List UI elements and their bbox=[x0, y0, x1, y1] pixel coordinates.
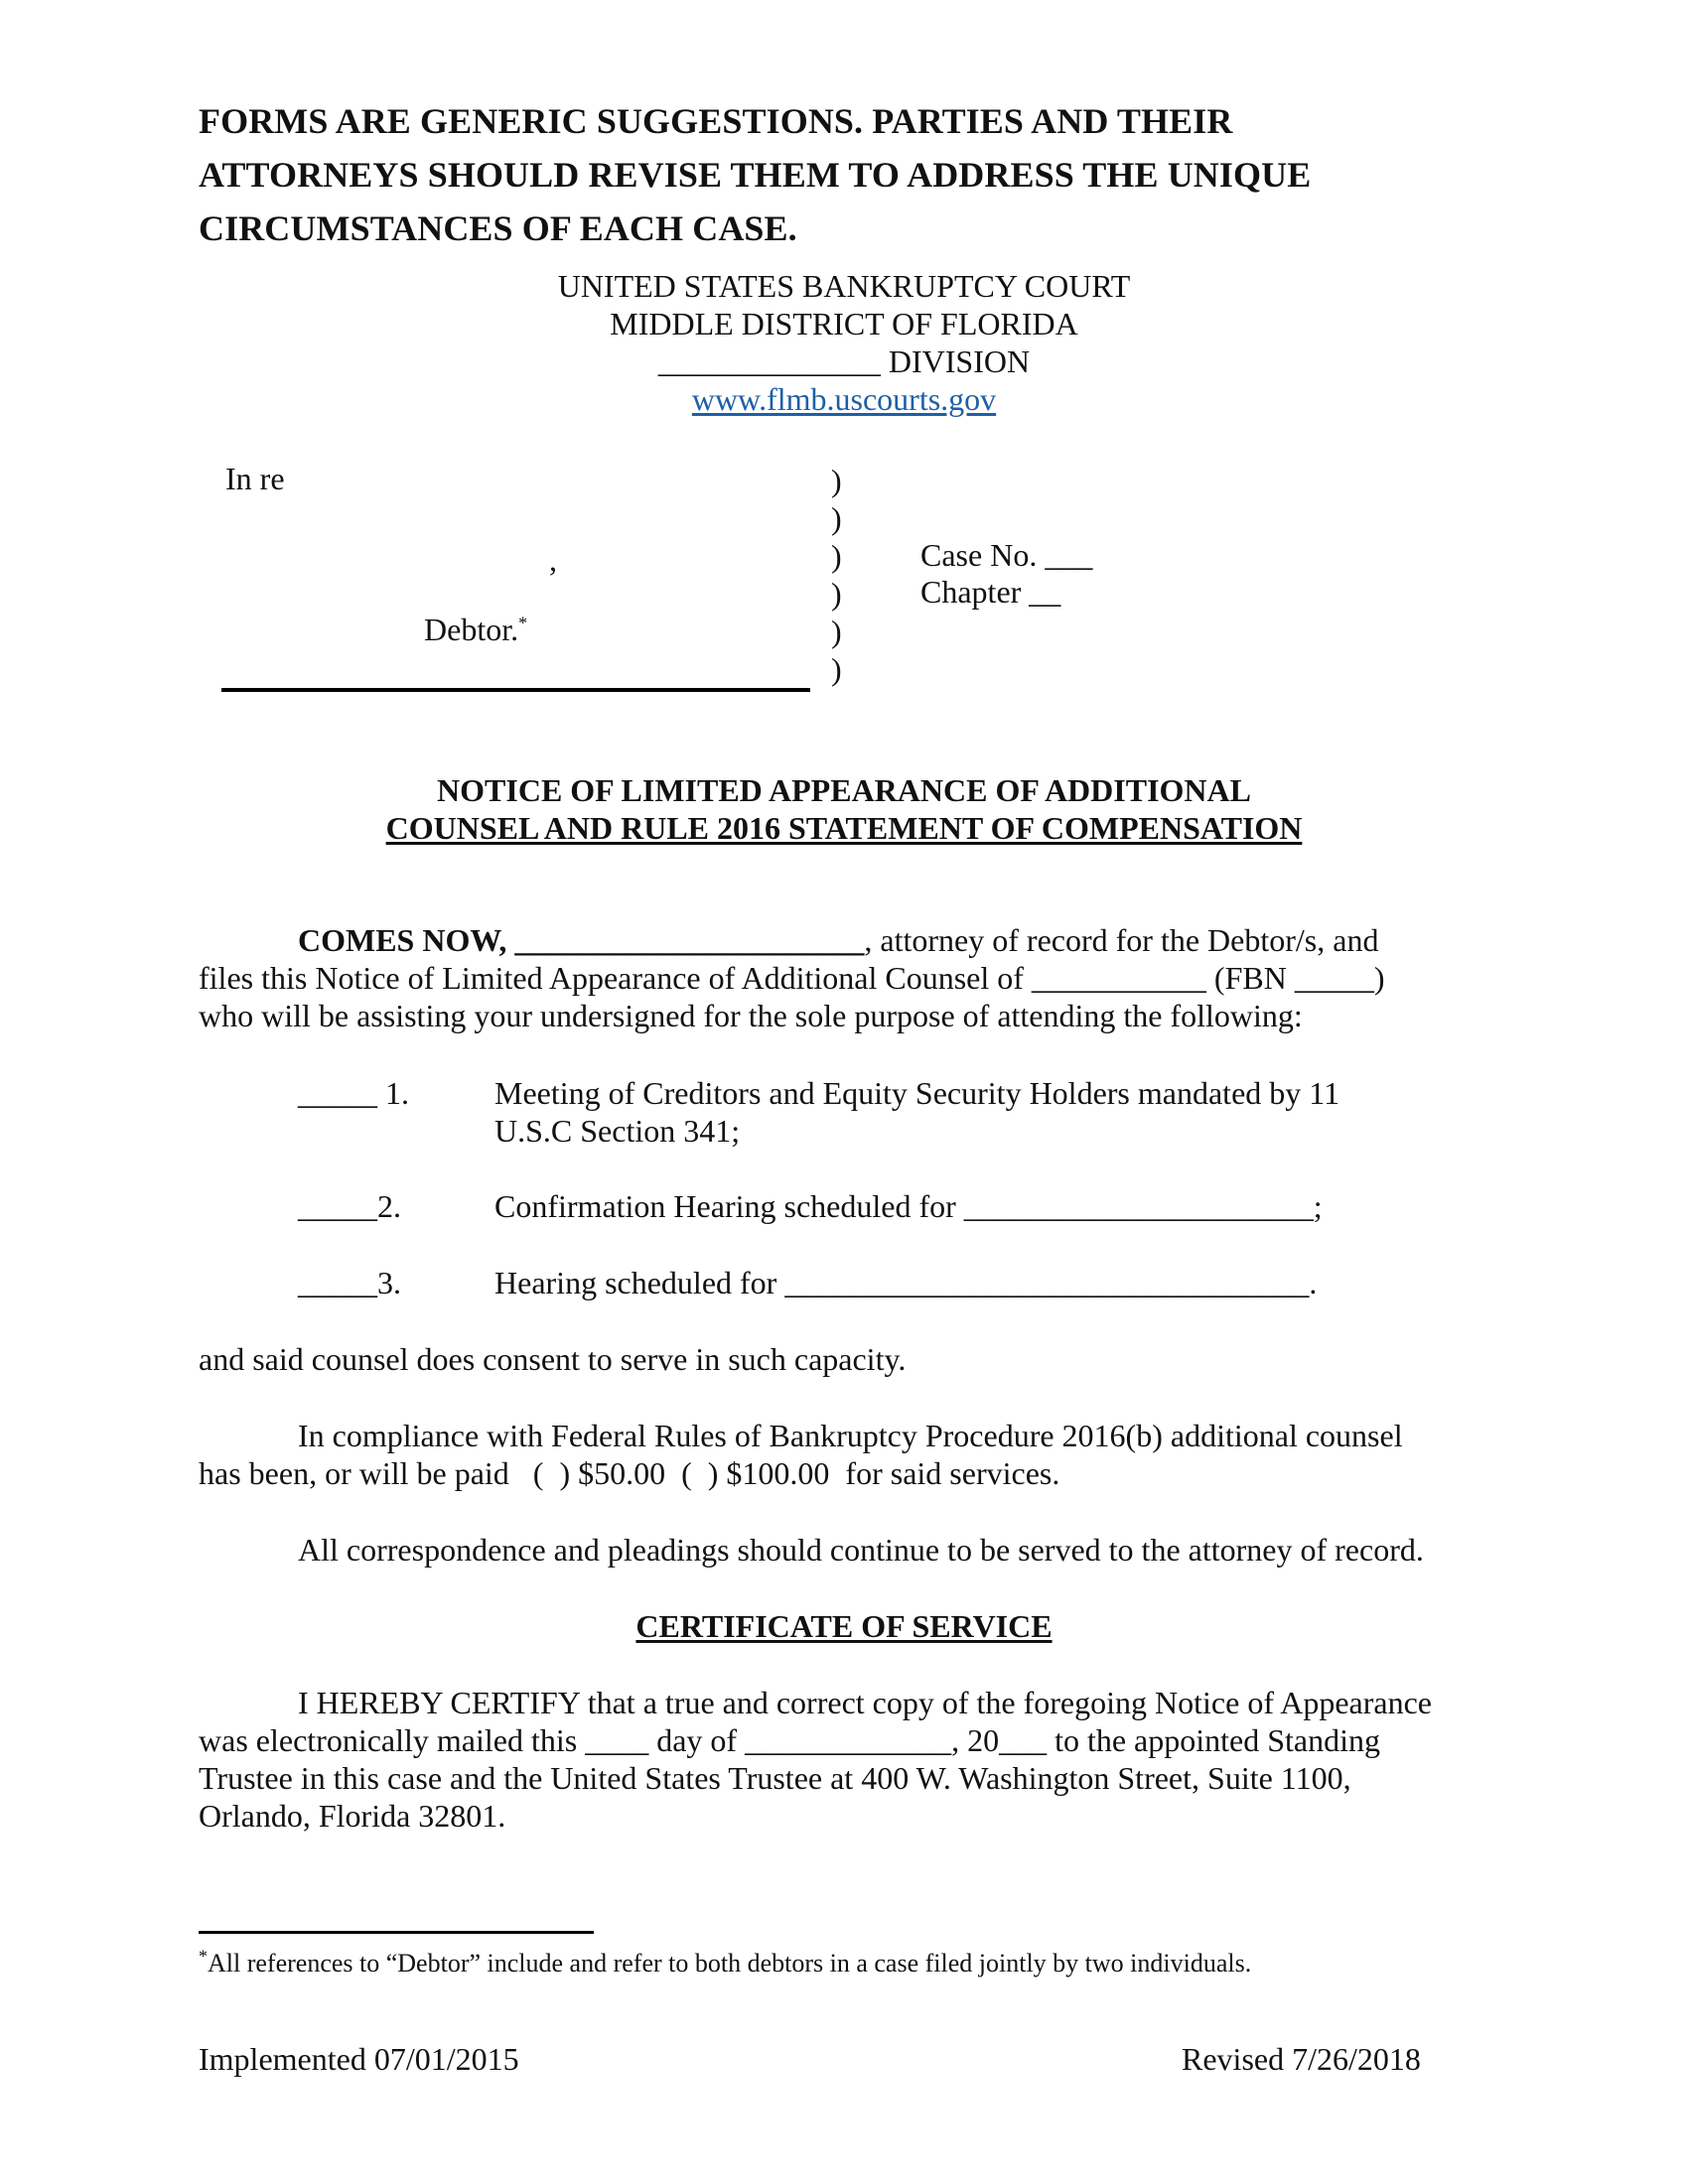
consent-line: and said counsel does consent to serve in such capacity. bbox=[199, 1341, 907, 1377]
compensation-line-1: In compliance with Federal Rules of Bankruptcy Procedure 2016(b) additional counsel bbox=[298, 1418, 1403, 1453]
case-number-field: Case No. ___ bbox=[920, 537, 1093, 573]
comes-now-rest: , attorney of record for the Debtor/s, and bbox=[864, 922, 1379, 958]
footnote bbox=[199, 1948, 1251, 1979]
certificate-line-2: was electronically mailed this ____ day of _____________, 20___ to the appointed Standing bbox=[199, 1722, 1381, 1758]
implemented-date: Implemented 07/01/2015 bbox=[199, 2041, 519, 2077]
court-district: MIDDLE DISTRICT OF FLORIDA bbox=[610, 306, 1078, 341]
footnote-separator bbox=[199, 1931, 594, 1934]
caption-paren: ) bbox=[831, 500, 842, 536]
chapter-field: Chapter __ bbox=[920, 574, 1061, 610]
caption-paren: ) bbox=[831, 538, 842, 574]
item-3-text: Hearing scheduled for _________________________________. bbox=[494, 1265, 1318, 1300]
debtor-label: Debtor.* bbox=[424, 612, 528, 647]
notice-title-line-2: COUNSEL AND RULE 2016 STATEMENT OF COMPENSATION bbox=[385, 810, 1303, 846]
court-division: ______________ DIVISION bbox=[657, 343, 1031, 379]
footnote-mark: * bbox=[199, 1946, 208, 1967]
caption-underline bbox=[221, 688, 810, 692]
revised-date: Revised 7/26/2018 bbox=[1182, 2041, 1421, 2077]
certificate-line-4: Orlando, Florida 32801. bbox=[199, 1798, 506, 1834]
caption-paren: ) bbox=[831, 614, 842, 649]
court-website-link[interactable]: www.flmb.uscourts.gov bbox=[691, 381, 997, 417]
comes-now-label: COMES NOW, bbox=[298, 922, 507, 958]
caption-comma: , bbox=[549, 542, 557, 578]
correspondence-line: All correspondence and pleadings should continue to be served to the attorney of record. bbox=[298, 1532, 1424, 1568]
warning-line-1: FORMS ARE GENERIC SUGGESTIONS. PARTIES AND THEIR bbox=[199, 101, 1233, 141]
caption-paren: ) bbox=[831, 651, 842, 687]
certificate-line-1: I HEREBY CERTIFY that a true and correct copy of the foregoing Notice of Appearance bbox=[298, 1685, 1432, 1720]
footnote-text: All references to “Debtor” include and refer to both debtors in a case filed jointly by two individuals. bbox=[208, 1949, 1252, 1978]
court-name: UNITED STATES BANKRUPTCY COURT bbox=[557, 268, 1131, 304]
item-2-number: _____2. bbox=[298, 1188, 401, 1224]
item-2-text: Confirmation Hearing scheduled for ______________________; bbox=[494, 1188, 1323, 1224]
caption-paren: ) bbox=[831, 576, 842, 612]
item-1-text-cont: U.S.C Section 341; bbox=[494, 1113, 741, 1149]
in-re-label: In re bbox=[225, 461, 285, 496]
paragraph-1-line-3: who will be assisting your undersigned for the sole purpose of attending the following: bbox=[199, 998, 1303, 1033]
warning-line-3: CIRCUMSTANCES OF EACH CASE. bbox=[199, 208, 797, 248]
compensation-line-2: has been, or will be paid ( ) $50.00 ( ) $100.00 for said services. bbox=[199, 1455, 1060, 1491]
item-3-number: _____3. bbox=[298, 1265, 401, 1300]
certificate-line-3: Trustee in this case and the United States Trustee at 400 W. Washington Street, Suite 1100, bbox=[199, 1760, 1351, 1796]
caption-paren: ) bbox=[831, 463, 842, 498]
warning-line-2: ATTORNEYS SHOULD REVISE THEM TO ADDRESS THE UNIQUE bbox=[199, 155, 1312, 195]
item-1-number: _____ 1. bbox=[298, 1075, 409, 1111]
certificate-heading: CERTIFICATE OF SERVICE bbox=[635, 1608, 1053, 1644]
attorney-blank: ______________________ bbox=[514, 922, 865, 958]
paragraph-1-line-2: files this Notice of Limited Appearance of Additional Counsel of ___________ (FBN _____) bbox=[199, 960, 1385, 996]
notice-title-line-1: NOTICE OF LIMITED APPEARANCE OF ADDITIONAL bbox=[437, 772, 1251, 808]
footnote-ref-mark: * bbox=[518, 613, 528, 633]
comes-now-line bbox=[298, 921, 1378, 959]
item-1-text: Meeting of Creditors and Equity Security Holders mandated by 11 bbox=[494, 1075, 1340, 1111]
